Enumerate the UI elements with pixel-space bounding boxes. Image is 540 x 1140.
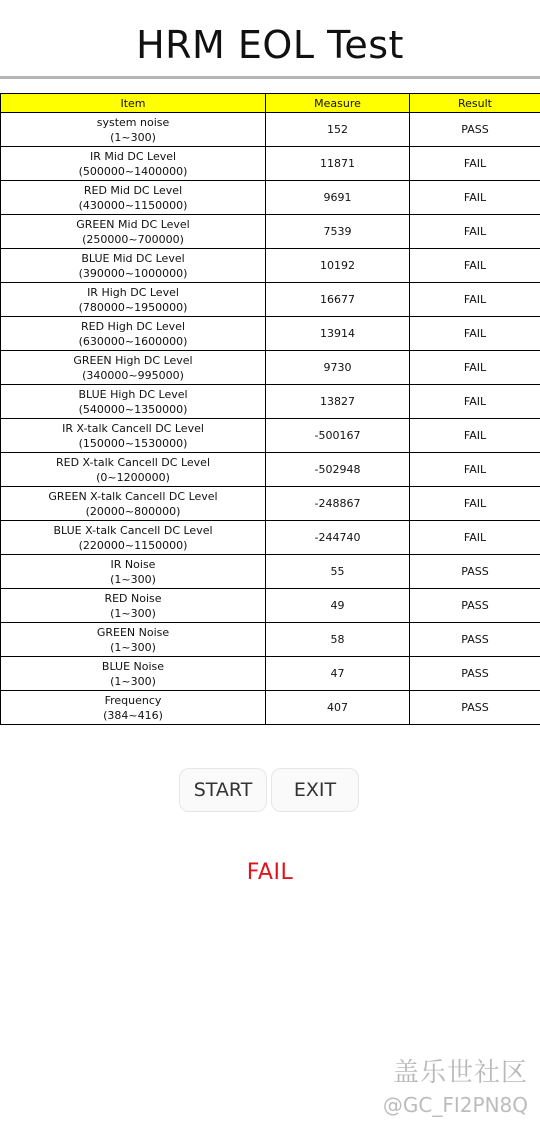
table-row [1, 521, 540, 555]
table-row [1, 623, 540, 657]
table-row [1, 283, 540, 317]
table-row [1, 555, 540, 589]
item-range: (540000~1350000) [78, 402, 188, 416]
result-cell: FAIL [410, 317, 540, 351]
item-cell [1, 691, 266, 725]
results-table [0, 93, 540, 725]
item-name: RED High DC Level [80, 319, 186, 333]
table-row [1, 589, 540, 623]
measure-cell: 9691 [266, 181, 410, 215]
item-range: (20000~800000) [85, 504, 181, 518]
item-range: (1~300) [110, 606, 156, 620]
measure-cell: 11871 [266, 147, 410, 181]
measure-cell: 16677 [266, 283, 410, 317]
item-name: RED Noise [104, 591, 162, 605]
item-range: (340000~995000) [82, 368, 184, 382]
item-name: RED Mid DC Level [83, 183, 183, 197]
item-name: IR Mid DC Level [89, 149, 177, 163]
result-cell: FAIL [410, 487, 540, 521]
table-row [1, 691, 540, 725]
item-cell [1, 419, 266, 453]
item-name: RED X-talk Cancell DC Level [56, 455, 210, 469]
watermark-title: 盖乐世社区 [392, 1058, 528, 1088]
item-cell [1, 215, 266, 249]
table-row [1, 453, 540, 487]
table-row [1, 181, 540, 215]
measure-cell: 407 [266, 691, 410, 725]
item-range: (1~300) [110, 640, 156, 654]
table-row [1, 657, 540, 691]
item-range: (1~300) [110, 130, 156, 144]
result-cell: PASS [410, 113, 540, 147]
measure-cell: -502948 [266, 453, 410, 487]
item-cell [1, 283, 266, 317]
item-name: BLUE Mid DC Level [81, 251, 185, 265]
result-cell: FAIL [410, 283, 540, 317]
item-cell [1, 657, 266, 691]
measure-cell: 9730 [266, 351, 410, 385]
header-result: Result [410, 94, 540, 113]
result-cell: FAIL [410, 351, 540, 385]
item-name: GREEN Noise [96, 625, 170, 639]
item-range: (390000~1000000) [78, 266, 188, 280]
item-name: GREEN X-talk Cancell DC Level [48, 489, 218, 503]
item-name: IR High DC Level [87, 285, 179, 299]
result-cell: FAIL [410, 249, 540, 283]
start-button[interactable]: START [179, 768, 267, 812]
header-item: Item [1, 94, 266, 113]
result-cell: PASS [410, 555, 540, 589]
item-name: GREEN Mid DC Level [76, 217, 190, 231]
item-cell [1, 147, 266, 181]
item-cell [1, 249, 266, 283]
header-measure: Measure [266, 94, 410, 113]
item-cell [1, 487, 266, 521]
item-cell [1, 589, 266, 623]
measure-cell: 49 [266, 589, 410, 623]
item-range: (780000~1950000) [78, 300, 188, 314]
table-row [1, 385, 540, 419]
item-cell [1, 181, 266, 215]
item-cell [1, 521, 266, 555]
title-divider [0, 76, 540, 79]
item-name: IR X-talk Cancell DC Level [62, 421, 204, 435]
item-range: (150000~1530000) [78, 436, 188, 450]
measure-cell: -244740 [266, 521, 410, 555]
table-row [1, 249, 540, 283]
result-cell: PASS [410, 657, 540, 691]
measure-cell: 58 [266, 623, 410, 657]
result-cell: PASS [410, 691, 540, 725]
item-range: (220000~1150000) [78, 538, 188, 552]
item-range: (384~416) [103, 708, 163, 722]
table-row [1, 487, 540, 521]
result-cell: FAIL [410, 215, 540, 249]
item-cell [1, 317, 266, 351]
exit-button[interactable]: EXIT [271, 768, 359, 812]
item-name: BLUE High DC Level [78, 387, 188, 401]
item-range: (0~1200000) [96, 470, 170, 484]
table-row [1, 351, 540, 385]
measure-cell: 55 [266, 555, 410, 589]
item-name: BLUE X-talk Cancell DC Level [53, 523, 213, 537]
item-range: (430000~1150000) [78, 198, 188, 212]
item-name: BLUE Noise [101, 659, 165, 673]
table-row [1, 113, 540, 147]
page-title: HRM EOL Test [136, 23, 404, 67]
table-row [1, 215, 540, 249]
measure-cell: 47 [266, 657, 410, 691]
result-cell: FAIL [410, 181, 540, 215]
result-cell: PASS [410, 623, 540, 657]
measure-cell: 152 [266, 113, 410, 147]
table-header-row [1, 94, 540, 113]
item-name: system noise [96, 115, 170, 129]
item-name: GREEN High DC Level [73, 353, 193, 367]
result-cell: PASS [410, 589, 540, 623]
item-cell [1, 555, 266, 589]
item-name: IR Noise [110, 557, 156, 571]
item-name: Frequency [104, 693, 162, 707]
table-row [1, 317, 540, 351]
item-cell [1, 453, 266, 487]
item-cell [1, 113, 266, 147]
watermark-handle: @GC_FI2PN8Q [382, 1093, 528, 1117]
result-cell: FAIL [410, 385, 540, 419]
item-cell [1, 623, 266, 657]
measure-cell: 7539 [266, 215, 410, 249]
item-cell [1, 385, 266, 419]
measure-cell: 13914 [266, 317, 410, 351]
item-range: (250000~700000) [82, 232, 184, 246]
item-range: (500000~1400000) [78, 164, 188, 178]
result-cell: FAIL [410, 453, 540, 487]
item-range: (1~300) [110, 674, 156, 688]
table-row [1, 147, 540, 181]
item-cell [1, 351, 266, 385]
measure-cell: -500167 [266, 419, 410, 453]
measure-cell: -248867 [266, 487, 410, 521]
results-body [1, 113, 540, 725]
overall-result: FAIL [246, 860, 294, 885]
table-row [1, 419, 540, 453]
result-cell: FAIL [410, 521, 540, 555]
measure-cell: 13827 [266, 385, 410, 419]
item-range: (630000~1600000) [78, 334, 188, 348]
item-range: (1~300) [110, 572, 156, 586]
measure-cell: 10192 [266, 249, 410, 283]
result-cell: FAIL [410, 419, 540, 453]
result-cell: FAIL [410, 147, 540, 181]
